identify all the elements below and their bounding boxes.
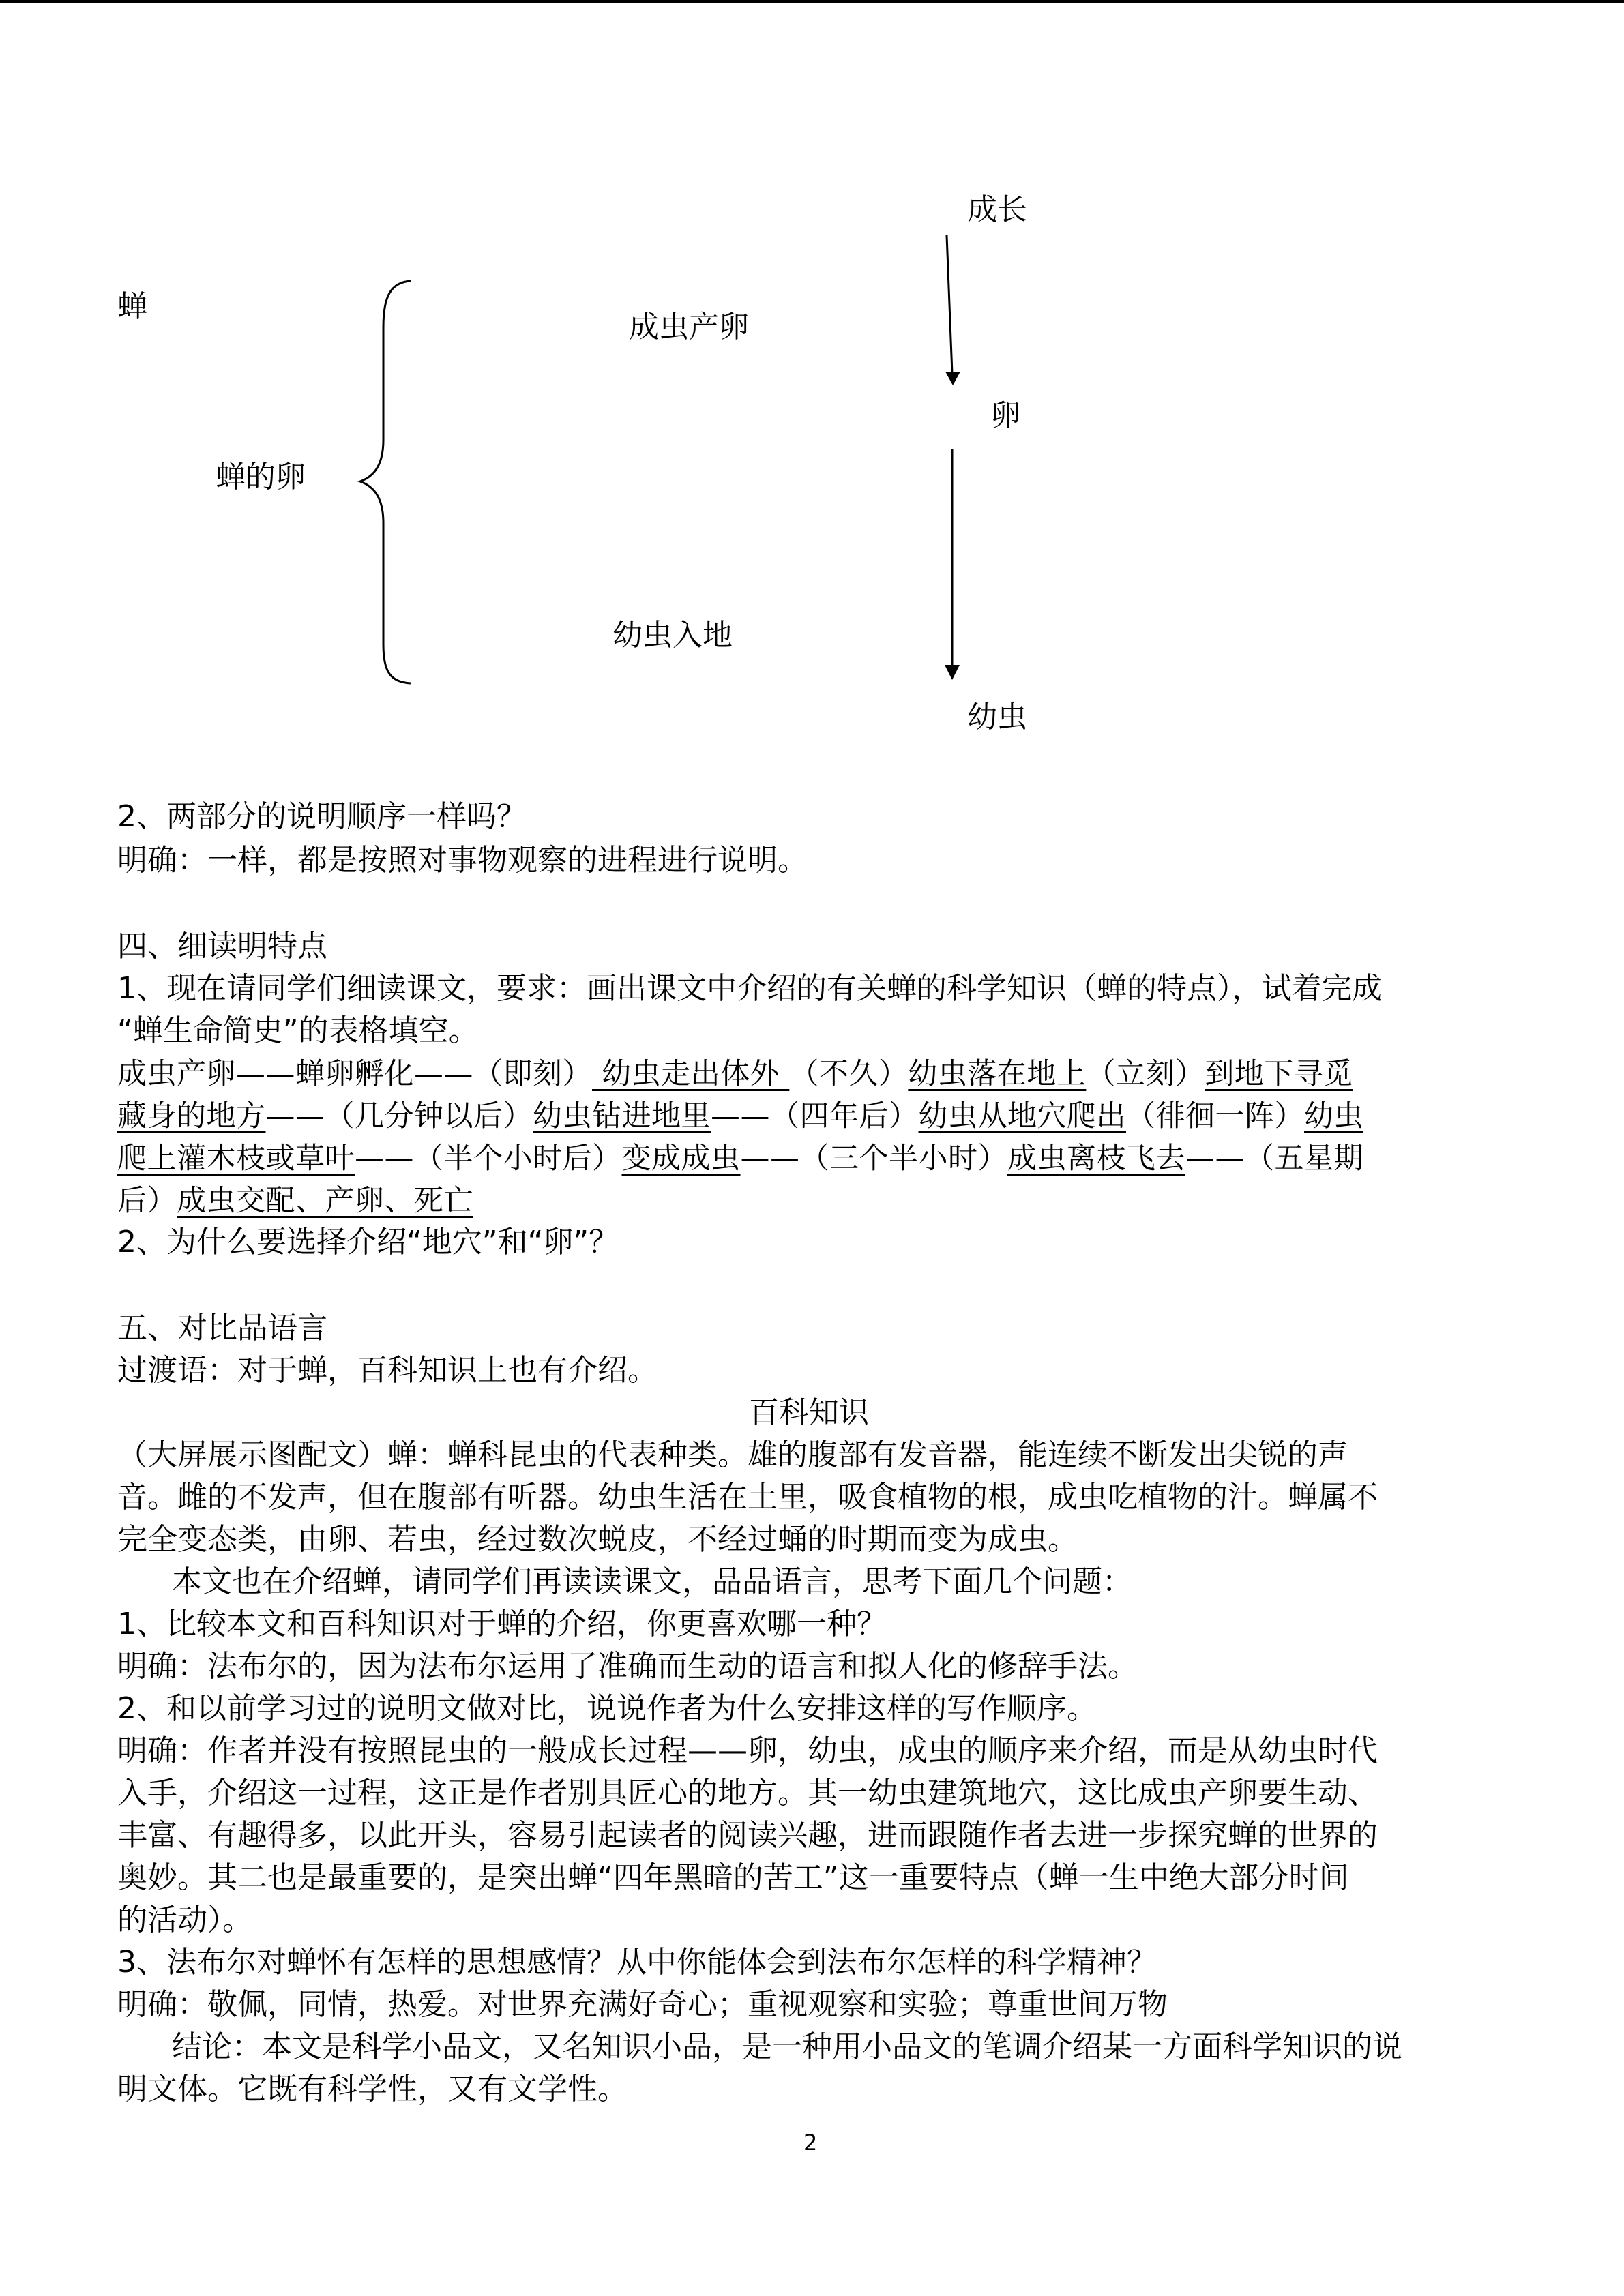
encyclopedia-line-2: 音。雌的不发声，但在腹部有听器。幼虫生活在土里，吸食植物的根，成虫吃植物的汁。蝉属不 <box>117 1480 1378 1515</box>
flow-text: ——（五星期 <box>1185 1142 1363 1176</box>
flow-text: ——（四年后） <box>711 1099 919 1133</box>
label-larva-enters-ground: 幼虫入地 <box>612 618 733 653</box>
flow-blank: 幼虫 <box>1304 1099 1363 1133</box>
section5-q2: 2、和以前学习过的说明文做对比，说说作者为什么安排这样的写作顺序。 <box>117 1691 1097 1726</box>
section5-heading: 五、对比品语言 <box>117 1311 327 1345</box>
q2-answer: 明确：一样，都是按照对事物观察的进程进行说明。 <box>117 843 808 878</box>
label-egg: 卵 <box>990 398 1020 433</box>
flow-text: ——（几分钟以后） <box>265 1099 533 1133</box>
section5-a2-line-4: 奥妙。其二也是最重要的，是突出蝉“四年黑暗的苦工”这一重要特点（蝉一生中绝大部分时间 <box>117 1860 1349 1895</box>
section4-q2: 2、为什么要选择介绍“地穴”和“卵”？ <box>117 1225 619 1259</box>
flow-blank: 成虫交配、产卵、死亡 <box>177 1184 473 1218</box>
encyclopedia-line-1: （大屏展示图配文）蝉：蝉科昆虫的代表种类。雄的腹部有发音器，能连续不断发出尖锐的声 <box>117 1437 1348 1472</box>
label-adult-lays-eggs: 成虫产卵 <box>629 310 749 344</box>
q2-question: 2、两部分的说明顺序一样吗？ <box>117 799 527 834</box>
section5-a1: 明确：法布尔的，因为法布尔运用了准确而生动的语言和拟人化的修辞手法。 <box>117 1649 1138 1684</box>
section5-q1: 1、比较本文和百科知识对于蝉的介绍，你更喜欢哪一种？ <box>117 1607 887 1641</box>
section4-task-line1: 1、现在请同学们细读课文，要求：画出课文中介绍的有关蝉的科学知识（蝉的特点），试着完成 <box>117 971 1382 1006</box>
arrow-shaft-top <box>947 235 952 374</box>
flow-blank: 幼虫走出体外 <box>592 1057 790 1091</box>
flow-text: （立刻） <box>1086 1057 1205 1091</box>
flow-text: （徘徊一阵） <box>1126 1099 1304 1133</box>
encyclopedia-title: 百科知识 <box>749 1395 869 1430</box>
section5-a2-line-1: 明确：作者并没有按照昆虫的一般成长过程——卵，幼虫，成虫的顺序来介绍，而是从幼虫时代 <box>117 1733 1378 1768</box>
section5-a2-line-5: 的活动）。 <box>117 1903 252 1937</box>
flow-line-2 <box>117 1095 1363 1137</box>
flow-text: 后） <box>117 1184 177 1218</box>
section5-q3: 3、法布尔对蝉怀有怎样的思想感情？从中你能体会到法布尔怎样的科学精神？ <box>117 1945 1157 1980</box>
section5-transition: 过渡语：对于蝉，百科知识上也有介绍。 <box>117 1353 658 1388</box>
flow-blank: 幼虫钻进地里 <box>533 1099 711 1133</box>
flow-text: ——（半个小时后） <box>355 1142 622 1176</box>
conclusion-line-1: 结论：本文是科学小品文，又名知识小品，是一种用小品文的笔调介绍某一方面科学知识的说 <box>172 2029 1402 2064</box>
flow-line-4 <box>117 1180 473 1222</box>
section5-a2-line-2: 入手，介绍这一过程，这正是作者别具匠心的地方。其一幼虫建筑地穴，这比成虫产卵要生动、 <box>117 1776 1378 1810</box>
section5-a2-line-3: 丰富、有趣得多，以此开头，容易引起读者的阅读兴趣，进而跟随作者去进一步探究蝉的世界的 <box>117 1818 1378 1853</box>
flow-blank: 幼虫落在地上 <box>908 1057 1087 1091</box>
flow-blank: 变成成虫 <box>621 1142 741 1176</box>
flow-blank: 成虫离枝飞去 <box>1007 1142 1185 1176</box>
arrow-head-top <box>945 372 960 385</box>
label-cicada-eggs: 蝉的卵 <box>216 460 306 494</box>
conclusion-line-2: 明文体。它既有科学性，又有文学性。 <box>117 2072 628 2106</box>
curly-brace <box>360 281 411 683</box>
flow-blank: 到地下寻觅 <box>1205 1057 1353 1091</box>
flow-text: 成虫产卵——蝉卵孵化——（即刻） <box>117 1057 592 1091</box>
flow-line-3 <box>117 1137 1363 1180</box>
label-larva: 幼虫 <box>967 700 1027 734</box>
flow-blank: 爬上灌木枝或草叶 <box>117 1142 355 1176</box>
section4-task-line2: “蝉生命简史”的表格填空。 <box>117 1013 479 1048</box>
flow-line-1 <box>117 1053 1353 1095</box>
section5-a3: 明确：敬佩，同情，热爱。对世界充满好奇心；重视观察和实验；尊重世间万物 <box>117 1987 1168 2022</box>
flow-text: ——（三个半小时） <box>740 1142 1007 1176</box>
section4-heading: 四、细读明特点 <box>117 929 327 964</box>
encyclopedia-line-3: 完全变态类，由卵、若虫，经过数次蜕皮，不经过蛹的时期而变为成虫。 <box>117 1522 1078 1557</box>
flow-text: （不久） <box>789 1057 909 1091</box>
page-number: 2 <box>803 2130 818 2156</box>
arrow-head-bottom <box>945 665 960 680</box>
label-cicada: 蝉 <box>117 289 147 324</box>
section5-intro: 本文也在介绍蝉，请同学们再读读课文，品品语言，思考下面几个问题： <box>172 1564 1132 1599</box>
flow-blank: 藏身的地方 <box>117 1099 266 1133</box>
diagram-graphics <box>0 0 1624 764</box>
label-growth: 成长 <box>967 192 1027 227</box>
flow-blank: 幼虫从地穴爬出 <box>918 1099 1126 1133</box>
